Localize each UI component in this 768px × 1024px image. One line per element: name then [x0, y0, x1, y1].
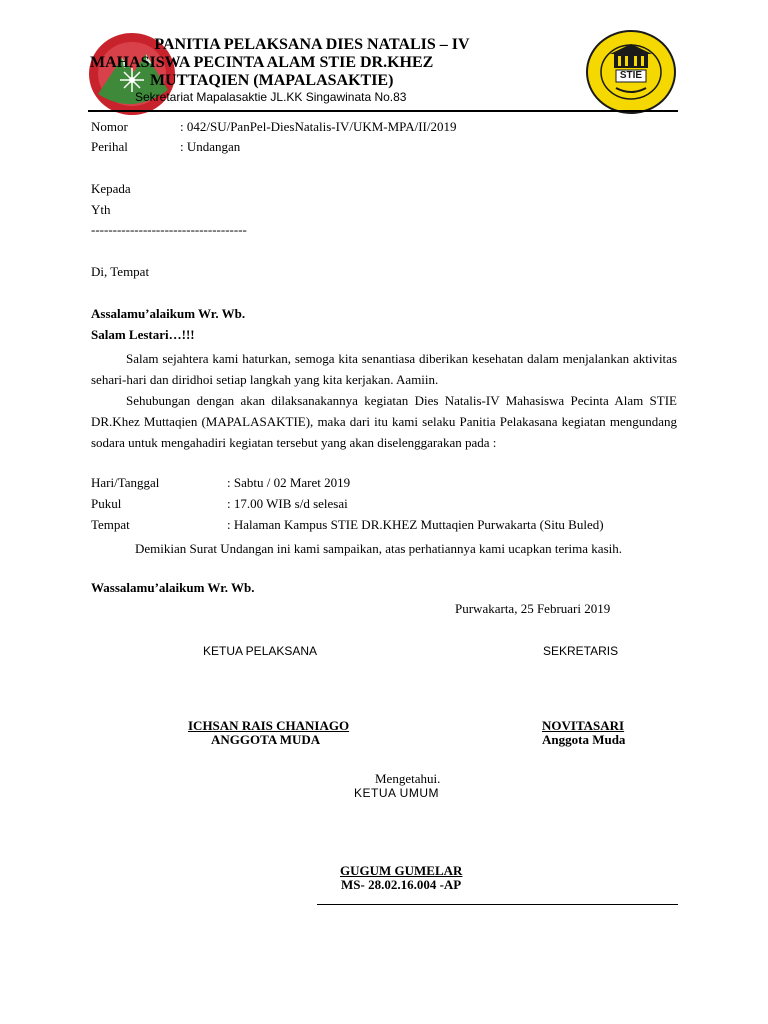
right-signatory-name: NOVITASARI [542, 718, 625, 733]
center-signatory-title: KETUA UMUM [354, 786, 440, 800]
nomor-value: : 042/SU/PanPel-DiesNatalis-IV/UKM-MPA/II/2019 [180, 119, 457, 134]
greeting: Assalamu’alaikum Wr. Wb. [91, 306, 246, 321]
paragraph-3: Demikian Surat Undangan ini kami sampaikan, atas perhatiannya kami ucapkan terima kasih. [135, 541, 622, 556]
recipient-dashes: ------------------------------------ [91, 222, 247, 237]
bottom-rule [317, 904, 678, 905]
detail-label: Hari/Tanggal [91, 475, 160, 490]
place-date: Purwakarta, 25 Februari 2019 [455, 601, 611, 616]
letterhead-line-2: MAHASISWA PECINTA ALAM STIE DR.KHEZ [90, 54, 434, 71]
center-signatory-name: GUGUM GUMELAR [340, 863, 463, 878]
kepada-label: Kepada [91, 181, 131, 196]
letterhead-divider [88, 110, 678, 112]
nomor-label: Nomor [91, 119, 128, 134]
paragraph-1: Salam sejahtera kami haturkan, semoga kita senantiasa diberikan kesehatan dalam menjalankan aktivitas sehari-hari dan diridhoi setiap langkah yang kita kerjakan. Aamiin. [91, 351, 677, 387]
closing-greeting: Wassalamu’alaikum Wr. Wb. [91, 580, 255, 595]
detail-value: : Sabtu / 02 Maret 2019 [227, 475, 351, 490]
yth-label: Yth [91, 202, 111, 217]
center-signatory-id: MS- 28.02.16.004 -AP [341, 877, 462, 892]
left-signatory-role: ANGGOTA MUDA [211, 732, 321, 747]
left-signatory-name: ICHSAN RAIS CHANIAGO [188, 718, 350, 733]
stie-logo [586, 30, 676, 114]
right-signatory-title: SEKRETARIS [543, 644, 619, 658]
logo-center-text: STIE [619, 70, 643, 81]
detail-label: Pukul [91, 496, 122, 511]
di-tempat: Di, Tempat [91, 264, 150, 279]
detail-value: : Halaman Kampus STIE DR.KHEZ Muttaqien Purwakarta (Situ Buled) [227, 517, 604, 532]
letterhead-line-1: PANITIA PELAKSANA DIES NATALIS – IV [154, 36, 470, 53]
perihal-label: Perihal [91, 139, 128, 154]
left-signatory-title: KETUA PELAKSANA [203, 644, 318, 658]
letterhead-line-3: MUTTAQIEN (MAPALASAKTIE) [150, 72, 394, 89]
paragraph-2: Sehubungan dengan akan dilaksanakannya kegiatan Dies Natalis-IV Mahasiswa Pecinta Alam STIE DR.Khez Muttaqien (MAPALASAKTIE), maka dari itu kami selaku Panitia Pelakasana kegiatan mengundang sodara untuk mengahadiri kegiatan tersebut yang akan diselenggarakan pada : [91, 393, 677, 450]
perihal-value: : Undangan [180, 139, 241, 154]
salam-lestari: Salam Lestari…!!! [91, 327, 195, 342]
right-signatory-role: Anggota Muda [542, 732, 626, 747]
mengetahui-label: Mengetahui. [375, 771, 441, 786]
detail-label: Tempat [91, 517, 130, 532]
letterhead-address: Sekretariat Mapalasaktie JL.KK Singawinata No.83 [135, 90, 407, 104]
detail-value: : 17.00 WIB s/d selesai [227, 496, 348, 511]
